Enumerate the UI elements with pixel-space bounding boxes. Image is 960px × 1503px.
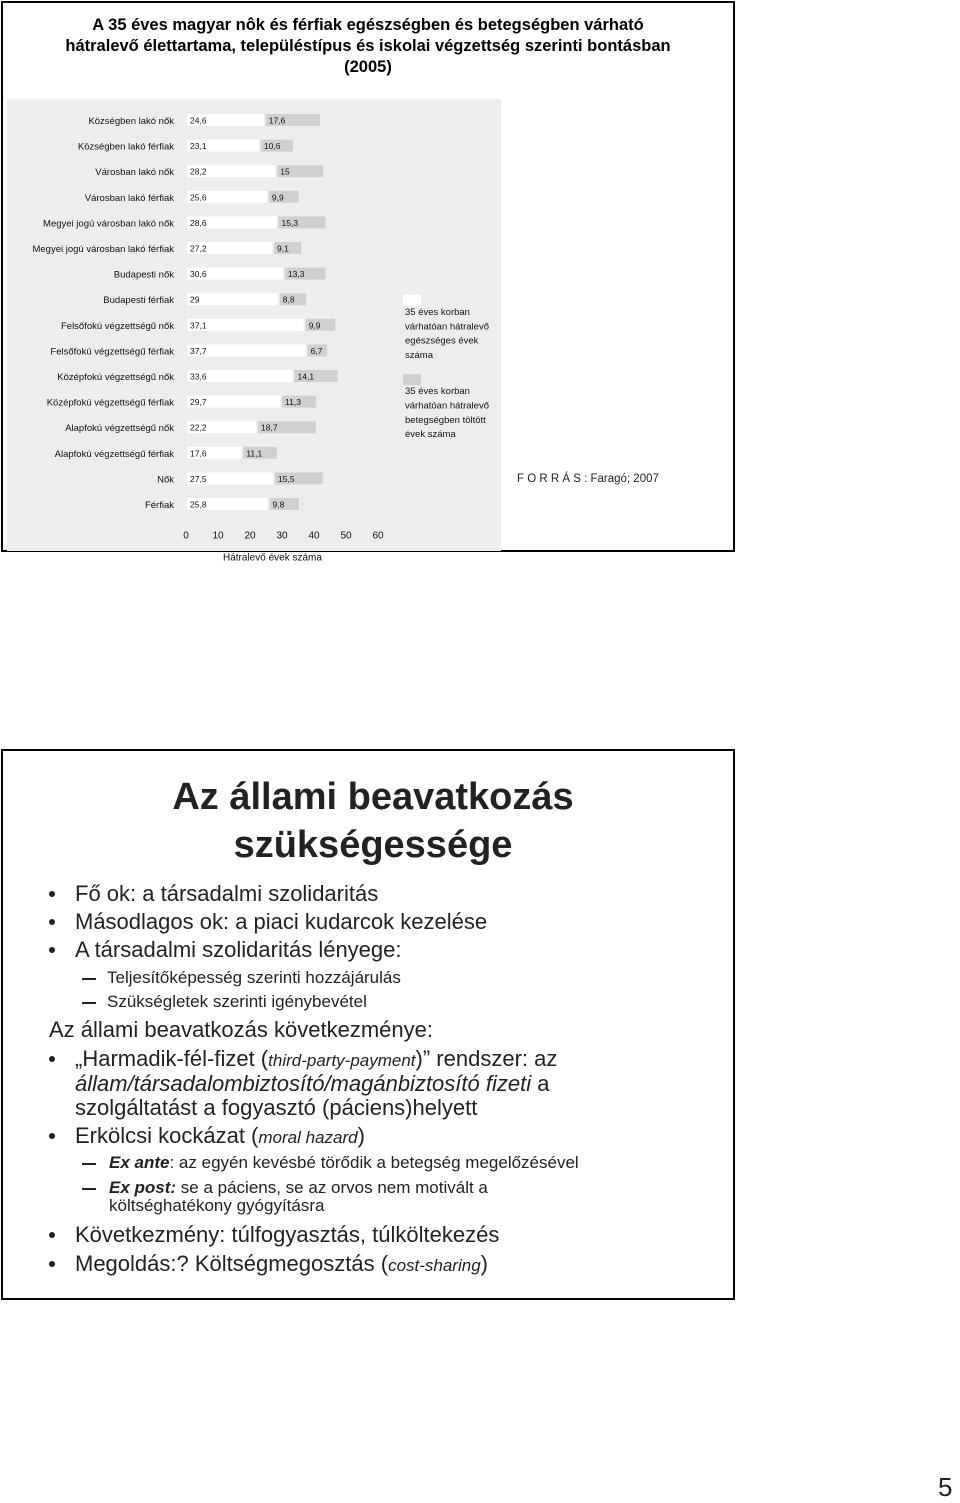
data-label: 22,2: [190, 422, 207, 433]
bullet-solution: [75, 1251, 488, 1278]
bullet-solidarity-essence: A társadalmi szolidaritás lényege:: [75, 937, 402, 962]
category-label: Nők: [157, 474, 174, 486]
data-label: 8,8: [282, 294, 295, 305]
text-run-italic: cost-sharing: [388, 1256, 481, 1275]
sub-bullet-ex-ante: [109, 1152, 579, 1173]
category-label: Alapfokú végzettségű nők: [65, 423, 174, 435]
x-tick-label: 10: [212, 530, 224, 542]
data-label: 9,9: [308, 320, 321, 331]
x-tick-label: 20: [244, 530, 256, 542]
chart-slide-title: [3, 15, 733, 78]
bullet-consequence: Következmény: túlfogyasztás, túlköltekezés: [75, 1222, 500, 1247]
data-label: 28,2: [190, 166, 207, 177]
sub-bullet-ex-post-line2: költséghatékony gyógyításra: [109, 1196, 325, 1215]
category-label: Községben lakó férfiak: [77, 141, 174, 153]
chart-slide-title-line: hátralevő élettartama, településtípus és iskolai végzettség szerinti bontásban: [65, 37, 671, 55]
data-label: 15,5: [278, 473, 295, 484]
data-label: 15,3: [281, 217, 299, 228]
data-label: 30,6: [190, 269, 207, 280]
text-slide-title-line: Az állami beavatkozás: [172, 776, 574, 818]
data-label: 13,3: [287, 269, 305, 280]
source-note: F O R R Á S : Faragó; 2007: [517, 473, 659, 485]
chart-slide-title-line: (2005): [344, 58, 392, 76]
data-label: 15: [280, 166, 290, 177]
data-label: 27,5: [190, 473, 207, 484]
data-label: 37,1: [190, 320, 207, 331]
category-label: Megyei jogú városban lakó férfiak: [32, 244, 174, 255]
x-tick-label: 50: [340, 530, 352, 542]
data-label: 9,9: [271, 192, 284, 203]
text-run: ): [480, 1251, 488, 1276]
legend-label: egészséges évek: [405, 335, 479, 347]
data-label: 33,6: [190, 371, 207, 382]
data-label: 27,2: [190, 243, 207, 254]
text-run-italic: állam/társadalombiztosító/magánbiztosító fizeti: [75, 1071, 532, 1096]
bullet-moral-hazard: [75, 1123, 365, 1150]
category-label: Férfiak: [144, 500, 174, 511]
text-run: se a páciens, se az orvos nem motivált a: [176, 1178, 488, 1197]
bullet-icon: [49, 947, 55, 953]
x-tick-label: 40: [308, 530, 320, 542]
sub-bullet-needs: Szükségletek szerinti igénybevétel: [107, 992, 367, 1011]
page-number: 5: [938, 1472, 953, 1502]
text-run: a: [531, 1071, 550, 1096]
category-label: Középfokú végzettségű férfiak: [46, 397, 174, 409]
bullet-icon: [49, 919, 55, 925]
legend-label: betegségben töltött: [405, 414, 486, 426]
text-run: „Harmadik-fél-fizet (: [75, 1046, 269, 1071]
stacked-bar-chart: [7, 99, 501, 564]
text-run-bold-italic: Ex ante: [109, 1153, 170, 1172]
data-label: 17,6: [190, 448, 207, 459]
data-label: 10,6: [263, 141, 281, 152]
x-axis-title: Hátralevő évek száma: [223, 552, 322, 564]
consequence-heading: Az állami beavatkozás következménye:: [49, 1017, 433, 1042]
text-run-italic: third-party-payment: [268, 1051, 416, 1070]
category-label: Középfokú végzettségű nők: [57, 372, 174, 383]
data-label: 25,6: [190, 192, 207, 203]
category-label: Budapesti nők: [113, 269, 174, 281]
dash-icon: [82, 1163, 96, 1165]
legend-label: évek száma: [405, 429, 456, 441]
x-tick-label: 60: [372, 530, 384, 542]
text-run: ): [357, 1123, 365, 1148]
dash-icon: [82, 1002, 96, 1004]
chart-slide-title-line: A 35 éves magyar nôk és férfiak egészségben és betegségben várható: [92, 16, 644, 34]
legend-label: várhatóan hátralevő: [405, 321, 489, 333]
bullet-secondary-reason: Másodlagos ok: a piaci kudarcok kezelése: [75, 909, 488, 934]
bullet-main-reason: Fő ok: a társadalmi szolidaritás: [75, 881, 379, 906]
category-label: Megyei jogú városban lakó nők: [43, 218, 174, 230]
category-label: Községben lakó nők: [88, 116, 174, 127]
data-label: 28,6: [190, 217, 207, 228]
sub-bullet-contribution: Teljesítőképesség szerinti hozzájárulás: [107, 968, 401, 987]
dash-icon: [82, 1188, 96, 1190]
data-label: 29: [190, 294, 200, 305]
data-label: 11,3: [285, 397, 301, 408]
bullet-icon: [49, 1232, 55, 1238]
legend-swatch: [403, 295, 421, 306]
text-run-bold-italic: Ex post:: [109, 1178, 177, 1197]
text-run: )” rendszer: az: [415, 1046, 558, 1071]
category-label: Budapesti férfiak: [103, 295, 174, 307]
legend-label: várhatóan hátralevő: [405, 400, 489, 412]
data-label: 24,6: [190, 115, 207, 126]
x-tick-label: 0: [183, 530, 189, 542]
bullet-icon: [49, 1261, 55, 1267]
category-label: Felsőfokú végzettségű férfiak: [50, 346, 174, 358]
data-label: 6,7: [310, 345, 323, 356]
bullet-icon: [49, 1056, 55, 1062]
data-label: 14,1: [297, 371, 315, 382]
chart-slide: [1, 1, 735, 564]
bar-segment: [187, 293, 278, 305]
data-label: 23,1: [190, 141, 207, 152]
bullet-icon: [49, 891, 55, 897]
text-run: Erkölcsi kockázat (: [75, 1123, 259, 1148]
bullet-third-party-line2: [75, 1071, 549, 1096]
text-run: Megoldás:? Költségmegosztás (: [75, 1251, 389, 1276]
dash-icon: [82, 978, 96, 980]
data-label: 17,6: [268, 115, 286, 126]
category-label: Alapfokú végzettségű férfiak: [54, 448, 174, 460]
legend-label: 35 éves korban: [405, 386, 470, 398]
bullet-third-party-line1: [75, 1046, 557, 1073]
text-slide-title: [103, 773, 643, 869]
x-tick-label: 30: [276, 530, 288, 542]
legend-swatch: [403, 374, 421, 385]
data-label: 9,8: [272, 499, 285, 510]
text-slide: [1, 749, 735, 1300]
data-label: 11,1: [246, 448, 263, 459]
category-label: Városban lakó férfiak: [84, 192, 174, 204]
legend-label: 35 éves korban: [405, 307, 470, 318]
text-slide-title-line: szükségessége: [233, 824, 513, 866]
legend-label: száma: [405, 349, 433, 361]
category-label: Felsőfokú végzettségű nők: [60, 320, 174, 332]
data-label: 37,7: [190, 345, 207, 356]
bullet-third-party-line3: szolgáltatást a fogyasztó (páciens)helyett: [75, 1095, 478, 1120]
data-label: 18,7: [261, 422, 278, 433]
text-run: : az egyén kevésbé törődik a betegség megelőzésével: [169, 1153, 579, 1172]
bullet-icon: [49, 1133, 55, 1139]
data-label: 9,1: [277, 243, 289, 254]
data-label: 29,7: [190, 397, 207, 408]
text-run-italic: moral hazard: [258, 1128, 358, 1147]
data-label: 25,8: [190, 499, 207, 510]
category-label: Városban lakó nők: [95, 167, 174, 179]
chart-panel: [7, 99, 501, 564]
